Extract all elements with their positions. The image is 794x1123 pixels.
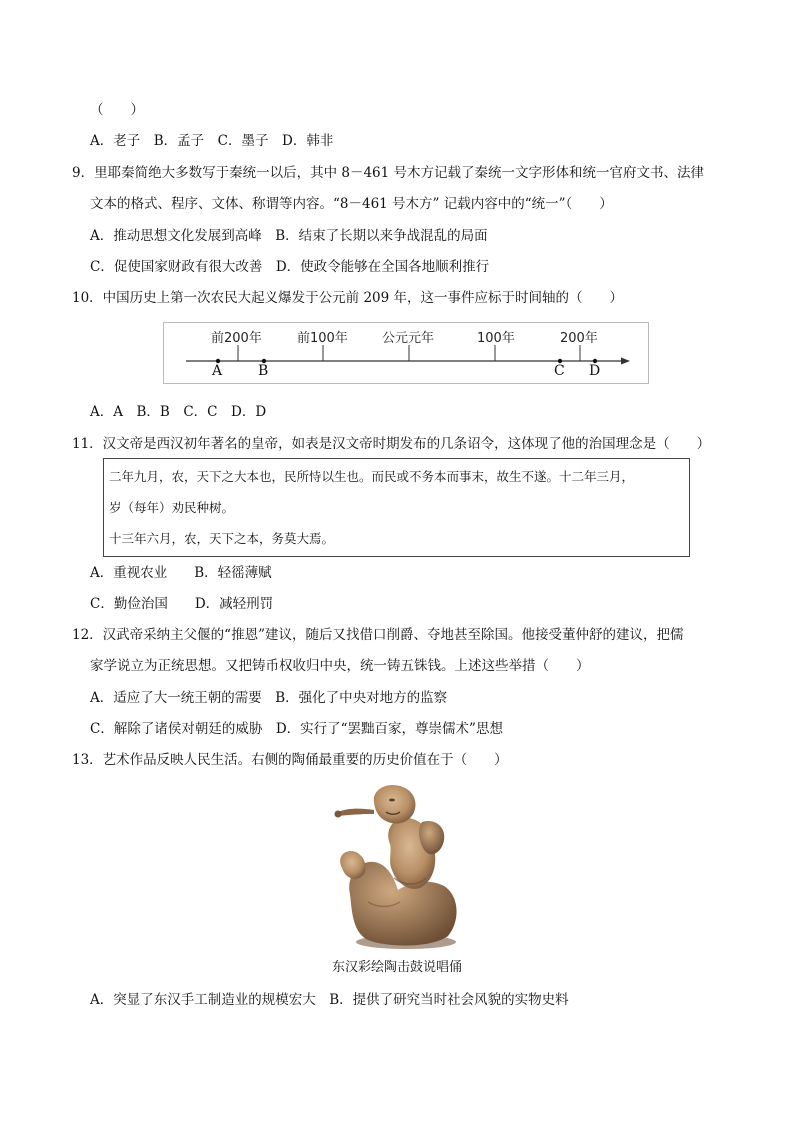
q13-option-ab: A．突显了东汉手工制造业的规模宏大 B．提供了研究当时社会风貌的实物史料 <box>90 992 569 1008</box>
edict-line3: 十三年六月，农，天下之本，务莫大焉。 <box>109 531 335 546</box>
tick-label-200bc: 前200年 <box>211 331 262 346</box>
q11-stem: 11．汉文帝是西汉初年著名的皇帝，如表是汉文帝时期发布的几条诏令，这体现了他的治国理念是（ ） <box>72 436 711 452</box>
tick-label-200ad: 200年 <box>560 331 598 346</box>
edict-line2: 岁（每年）劝民种树。 <box>109 500 235 515</box>
tick-label-100bc: 前100年 <box>297 331 348 346</box>
q9-option-cd: C．促使国家财政有很大改善 D．使政令能够在全国各地顺利推行 <box>90 259 490 275</box>
tick-label-100ad: 100年 <box>477 331 515 346</box>
q12-stem-line2: 家学说立为正统思想。又把铸币权收归中央，统一铸五铢钱。上述这些举措（ ） <box>90 658 590 674</box>
point-label-d: D <box>589 363 601 379</box>
q11-option-cd: C．勤俭治国 D．减轻刑罚 <box>90 596 274 612</box>
tick-label-year1: 公元元年 <box>382 331 435 346</box>
pottery-figurine-image <box>328 782 464 952</box>
q10-stem: 10．中国历史上第一次农民大起义爆发于公元前 209 年，这一事件应标于时间轴的（ ） <box>72 290 624 306</box>
q8-options: A．老子 B．孟子 C．墨子 D．韩非 <box>90 133 334 149</box>
q9-stem-line1: 9．里耶秦简绝大多数写于秦统一以后，其中 8－461 号木方记载了秦统一文字形体和统一官府文书、法律 <box>72 165 705 181</box>
q13-stem: 13．艺术作品反映人民生活。右侧的陶俑最重要的历史价值在于（ ） <box>72 752 508 768</box>
q12-option-ab: A．适应了大一统王朝的需要 B．强化了中央对地方的监察 <box>90 690 448 706</box>
edict-line1: 二年九月，农，天下之大本也，民所恃以生也。而民或不务本而事末，故生不遂。十二年三月， <box>109 469 635 484</box>
q12-option-cd: C．解除了诸侯对朝廷的威胁 D．实行了“罢黜百家，尊崇儒术”思想 <box>90 721 503 737</box>
point-label-c: C <box>554 363 565 379</box>
q10-options: A．A B．B C．C D．D <box>90 404 267 420</box>
q9-option-ab: A．推动思想文化发展到高峰 B．结束了长期以来争战混乱的局面 <box>90 228 488 244</box>
q12-stem-line1: 12．汉武帝采纳主父偃的“推恩”建议，随后又找借口削爵、夺地甚至除国。他接受董仲舒的建议，把儒 <box>72 627 684 643</box>
q11-option-ab: A．重视农业 B．轻徭薄赋 <box>90 565 272 581</box>
q8-blank: （ ） <box>90 102 144 118</box>
point-label-a: A <box>212 363 223 379</box>
q9-stem-line2: 文本的格式、程序、文体、称谓等内容。“8－461 号木方” 记载内容中的“统一”（ ） <box>90 196 613 212</box>
timeline-figure <box>163 322 649 384</box>
figurine-caption: 东汉彩绘陶击鼓说唱俑 <box>332 960 463 975</box>
point-label-b: B <box>258 363 269 379</box>
